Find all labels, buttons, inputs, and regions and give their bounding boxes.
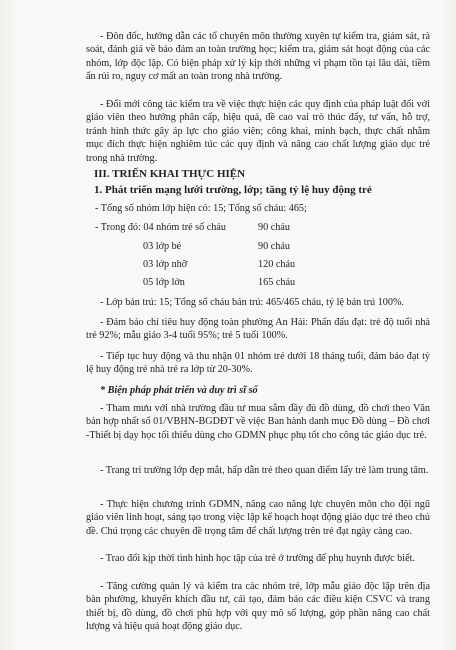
paragraph-parent-communication: - Trao đổi kịp thời tình hình học tập của trẻ ở trường để phụ huynh được biết. [100, 553, 415, 564]
paragraph-equipment: - Tham mưu với nhà trường đầu tư mua sắm đầy đủ đồ dùng, đồ chơi theo Văn bản hợp nhất số 01/VBHN-BGDĐT về việc Ban hành danh mục Đồ dùng – Đồ chơi -Thiết bị dạy học tối thiểu dùng cho GDMN phục phụ tốt cho công tác giáo dục trẻ. [86, 403, 430, 441]
paragraph-enrollment-targets: - Đảm bảo chỉ tiêu huy động toàn phường An Hải: Phấn đấu đạt: trẻ độ tuổi nhà trẻ 92%; mẫu giáo 3-4 tuổi 95%; trẻ 5 tuổi 100%. [86, 317, 430, 342]
section-heading-iii: III. TRIỂN KHAI THỰC HIỆN [94, 168, 246, 180]
class-row-label: 03 lớp bé [143, 241, 182, 252]
breakdown-value: 90 cháu [258, 222, 290, 233]
paragraph-infant-group: - Tiếp tục huy động và thu nhận 01 nhóm trẻ dưới 18 tháng tuổi, đảm bảo đạt tỷ lệ huy động trẻ nhà trẻ ra lớp từ 20-30%. [86, 351, 430, 376]
paragraph-independent-classes: - Tăng cường quản lý và kiểm tra các nhóm trẻ, lớp mẫu giáo độc lập trên địa bàn phường, khuyến khích đầu tư, cải tạo, đảm bảo các điều kiện CSVC và trang thiết bị, đồ dùng, đồ chơi phù hợp với quy mô số lượng, góp phần nâng cao chất lượng và hiệu quả hoạt động giáo dục. [86, 581, 430, 633]
paragraph-boarding: - Lớp bán trú: 15; Tổng số cháu bán trú: 465/465 cháu, tỷ lệ bán trú 100%. [100, 297, 404, 308]
subheading-measures: * Biện pháp phát triển và duy trì sĩ số [100, 385, 258, 396]
paragraph-inspection-reform: - Đổi mới công tác kiểm tra về việc thực hiện các quy định của pháp luật đối với giáo viên theo hướng phân cấp, hiệu quả, đề cao vai trò thúc đẩy, tư vấn, hỗ trợ, tránh hình thức gây áp lực cho giáo viên; công khai, minh bạch, thực chất nhằm mục đích thực hiện nghiêm túc các quy định và nâng cao chất lượng giáo dục trẻ trong nhà trường. [86, 99, 430, 164]
class-row-value: 120 cháu [258, 259, 296, 270]
paragraph-total-classes: - Tổng số nhóm lớp hiện có: 15; Tổng số cháu: 465; [95, 203, 307, 214]
paragraph-decoration: - Trang trí trường lớp đẹp mắt, hấp dẫn trẻ theo quan điểm lấy trẻ làm trung tâm. [100, 465, 429, 476]
paragraph-curriculum: - Thực hiện chương trình GDMN, nâng cao năng lực chuyên môn cho đội ngũ giáo viên linh hoạt, sáng tạo trong việc lập kế hoạch hoạt động giáo dục trẻ theo chủ đề. Chú trọng các chuyên đề trọng tâm để chất lượng trên trẻ đạt ngày càng cao. [86, 499, 430, 537]
class-row-label: 03 lớp nhỡ [143, 259, 188, 270]
paragraph-supervision: - Đôn đốc, hướng dẫn các tổ chuyên môn thường xuyên tự kiểm tra, giám sát, rà soát, đánh giá về bảo đảm an toàn trường học; kiểm tra, giám sát hoạt động của các nhóm, lớp độc lập. Có biện pháp xử lý kịp thời những vi phạm tồn tại lâu dài, tiềm ẩn rủi ro, nguy cơ mất an toàn trong nhà trường. [86, 31, 430, 83]
class-row-label: 05 lớp lớn [143, 277, 185, 288]
subheading-network-development: 1. Phát triển mạng lưới trường, lớp; tăng tỷ lệ huy động trẻ [94, 184, 372, 196]
breakdown-label: - Trong đó: 04 nhóm trẻ số cháu [95, 222, 227, 233]
class-row-value: 90 cháu [258, 241, 290, 252]
class-row-value: 165 cháu [258, 277, 296, 288]
